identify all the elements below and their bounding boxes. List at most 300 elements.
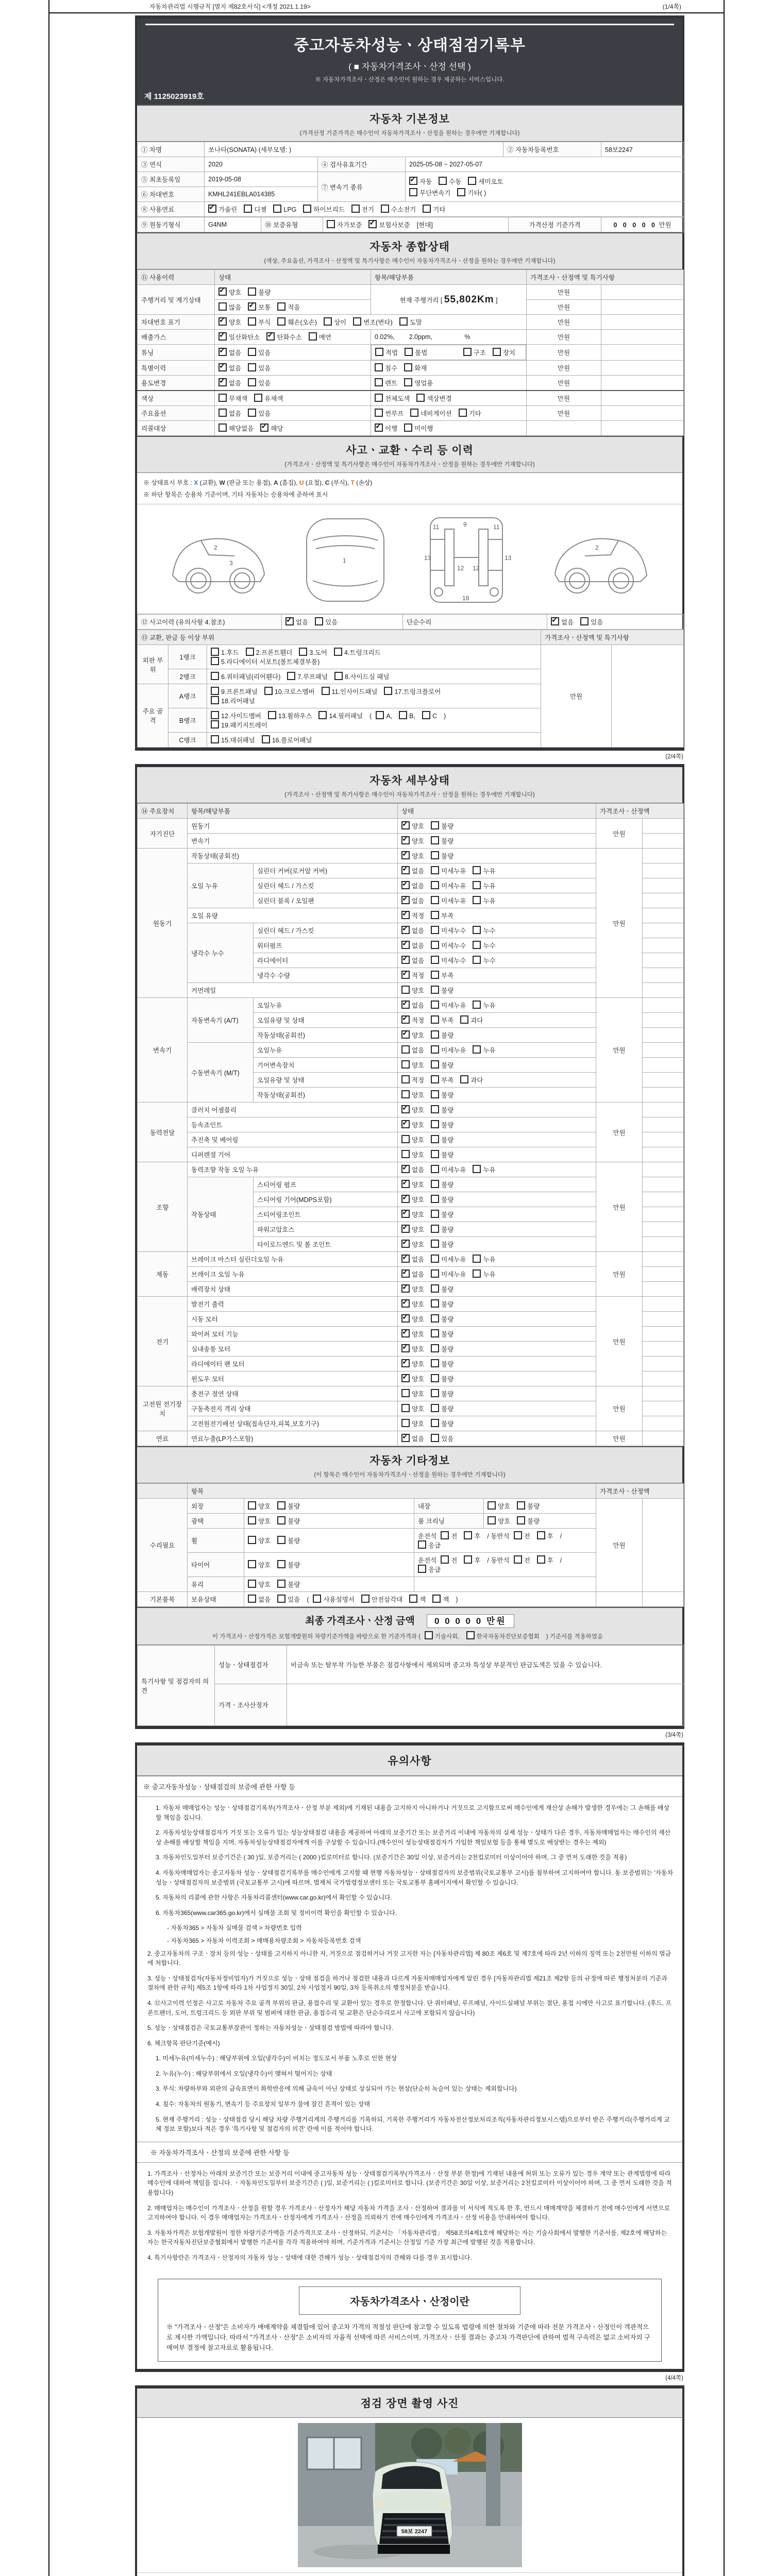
checkbox-label: 부족 (441, 912, 454, 920)
checkbox (211, 720, 267, 730)
checkbox (431, 1195, 453, 1204)
checkbox-label: 누수 (483, 927, 496, 935)
state-cell (398, 819, 596, 834)
checkbox-checked-icon (551, 617, 559, 625)
odometer-suffix: ] (496, 296, 498, 304)
checkbox-label: 없음 (229, 410, 242, 417)
definition-box-title: 자동차가격조사ㆍ산정이란 (299, 2286, 520, 2315)
state-cell (244, 1577, 414, 1592)
table-row (138, 361, 684, 376)
checkbox (431, 1269, 466, 1279)
table-row (138, 421, 684, 436)
checkbox (431, 1150, 453, 1159)
checkbox-label: 색상변경 (427, 395, 452, 402)
checkbox-label: 양호 (412, 1226, 425, 1233)
checkbox-checked (401, 1180, 424, 1189)
field-label: ⑩ 보증유형 (261, 217, 323, 232)
checkbox-icon (248, 1536, 256, 1544)
checkbox (404, 378, 433, 387)
empty-cell (643, 1342, 684, 1357)
checkbox-label: 있음 (258, 349, 271, 357)
empty-cell (643, 1237, 684, 1252)
empty-cell (643, 1043, 684, 1058)
checkbox (313, 1595, 354, 1604)
document-number: 제 1125023919호 (144, 92, 204, 101)
checkbox-icon (248, 363, 256, 371)
exchange-header: ⑬ 교환, 판금 등 이상 부위 (138, 630, 541, 645)
checkbox-icon (431, 1090, 439, 1098)
device-item: 오일누유 (254, 998, 398, 1013)
checkbox-icon (460, 1075, 468, 1083)
table-header-row (138, 270, 684, 285)
price-cell: 만원 (527, 300, 601, 315)
checkbox (277, 1501, 300, 1511)
device-item: 실린더 블록 / 오일팬 (254, 893, 398, 908)
checkbox-icon (431, 1150, 439, 1158)
checkbox-checked-icon (401, 1299, 410, 1308)
row-label: 튜닝 (138, 345, 215, 361)
checkbox (514, 1555, 530, 1565)
checkbox (473, 1165, 495, 1174)
state-cell (398, 1088, 596, 1103)
device-category: 고전원 전기장치 (138, 1386, 188, 1431)
checkbox-icon (431, 1329, 439, 1337)
checkbox-icon (431, 1210, 439, 1218)
checkbox-label: 있음 (258, 410, 271, 417)
checkbox-checked (260, 423, 283, 433)
legend-symbol: C (325, 479, 330, 486)
device-item: 원동기 (188, 819, 398, 834)
checkbox-checked (401, 1001, 424, 1010)
checkbox-checked-icon (401, 1434, 410, 1442)
checkbox-label: 부족 (441, 1077, 454, 1084)
checkbox-label: 탄화수소 (277, 334, 302, 341)
checkbox-label: 양호 (412, 1405, 425, 1413)
device-item: 오일유량 및 상태 (254, 1013, 398, 1028)
panel-items (207, 708, 541, 733)
checkbox-label: 미세누유 (441, 868, 466, 875)
svg-text:18: 18 (462, 595, 469, 602)
price-cell: 만원 (527, 406, 601, 421)
checkbox-label: 누수 (483, 942, 496, 950)
checkbox-label: 없음 (412, 1002, 425, 1009)
photo-row (137, 2573, 682, 2576)
checkbox-label: 없음 (412, 1256, 425, 1263)
field-label: ④ 검사유효기간 (318, 157, 406, 172)
item-label: 외장 (188, 1499, 244, 1514)
checkbox (468, 177, 503, 186)
notice-sec2-header: ※ 자동차가격조사ㆍ산정의 보증에 관한 사항 등 (137, 2142, 682, 2163)
checkbox-icon (441, 1555, 449, 1564)
checkbox (431, 1210, 453, 1219)
checkbox-icon (463, 348, 472, 356)
empty-cell (643, 1132, 684, 1147)
text: ) 기준서를 적용하였음 (546, 1634, 603, 1640)
document-subtitle-note: ※ 자동차가격조사ㆍ산정은 매수인이 원하는 경우 제공하는 서비스입니다. (315, 77, 505, 83)
price-cell: 만원 (596, 849, 643, 998)
state-cell (398, 1222, 596, 1237)
empty-cell (643, 1327, 684, 1342)
definition-box-text: ※ "가격조사ㆍ산정"은 소비자가 매매계약을 체결함에 있어 중고차 가격의 적절성 판단에 참고할 수 있도록 법령에 의한 절차와 기준에 따라 전문 가격조사ㆍ산정인이 객관적으로 제시한 가액입니다. 따라서 "가격조사ㆍ산정"은 소비자의 자율적 선택에 따른 서비스이며, 가격조사ㆍ산정 결과는 중고차 가격판단에 관하여 법적 구속력은 없고 소비자의 구매여부 결정에 참고자료로 활용됩니다. (166, 2323, 651, 2351)
checkbox-label: 불량 (527, 1518, 540, 1525)
field-label: ③ 연식 (138, 157, 205, 172)
checkbox-checked-icon (401, 1225, 410, 1233)
checkbox-icon (431, 821, 439, 829)
checkbox (439, 177, 461, 186)
col-header: 상태 (398, 804, 596, 819)
checkbox-label: 양호 (258, 1562, 271, 1569)
checkbox (473, 1269, 495, 1279)
device-item: 실린더 헤드 / 가스킷 (254, 878, 398, 893)
checkbox-label: 불량 (441, 1301, 454, 1308)
notice-item: 2. 누유(누수) : 해당부위에서 오일(냉각수)이 맺혀서 떨어지는 상태 (156, 2070, 332, 2077)
state-cell (398, 1058, 596, 1073)
checkbox-label: 4.트렁크리드 (344, 649, 381, 656)
checkbox-label: 응급 (428, 1566, 441, 1573)
empty-cell (643, 1386, 684, 1401)
empty-cell (643, 863, 684, 878)
checkbox-icon (431, 866, 439, 874)
checkbox-checked (401, 1165, 424, 1174)
mileage-amount-options (215, 300, 371, 315)
checkbox (248, 1516, 271, 1526)
checkbox (537, 1531, 553, 1540)
checkbox-label: 잭 (419, 1596, 426, 1603)
checkbox-label: 미세누유 (441, 897, 466, 905)
item-label: 타이어 (188, 1553, 244, 1577)
checkbox-checked (401, 881, 424, 890)
device-item: 오일 유량 (188, 908, 398, 923)
checkbox-checked (248, 302, 271, 312)
checkbox-checked (401, 1240, 424, 1249)
checkbox-label: 적음 (288, 304, 300, 311)
top-rule (49, 12, 724, 13)
checkbox-checked-icon (401, 1030, 410, 1039)
simple-repair-label: 단순수리 (403, 615, 547, 630)
checkbox (457, 188, 486, 197)
exchange-price-header: 가격조사ㆍ산정액 및 특기사항 (541, 630, 684, 645)
checkbox (464, 1555, 480, 1565)
section-detail-header (137, 767, 682, 803)
price-cell: 만원 (596, 1103, 643, 1162)
checkbox-label: 응급 (428, 1542, 441, 1549)
device-item: 추진축 및 베어링 (188, 1132, 398, 1147)
checkbox-label: 양호 (412, 1092, 425, 1099)
item-label: 휠 (188, 1529, 244, 1553)
empty-cell (643, 1267, 684, 1282)
checkbox-icon (401, 1389, 410, 1397)
device-item: 변속기 (188, 834, 398, 849)
col-header: 가격조사ㆍ산정액 및 특기사항 (527, 270, 684, 285)
inspection-period-value: 2025-05-08 ~ 2027-05-07 (406, 157, 684, 172)
checkbox (248, 1595, 271, 1604)
section-basic-header (137, 105, 682, 142)
checkbox-icon (219, 423, 227, 432)
checkbox (488, 1501, 510, 1511)
checkbox-icon (431, 986, 439, 994)
checkbox-label: 수동 (449, 178, 462, 185)
checkbox-label: 양호 (412, 1316, 425, 1323)
checkbox-icon (431, 1001, 439, 1009)
checkbox-label: 미세누유 (441, 1047, 466, 1054)
checkbox (334, 648, 381, 657)
state-cell (398, 863, 596, 878)
checkbox-label: 양호 (412, 1211, 425, 1218)
state-cell (215, 345, 371, 361)
checkbox-icon (431, 896, 439, 904)
checkbox-checked (401, 1374, 424, 1383)
checkbox-checked (401, 1030, 424, 1040)
checkbox-label: 불량 (441, 1062, 454, 1069)
checkbox-label: 미세누유 (441, 1271, 466, 1278)
svg-text:12: 12 (457, 565, 464, 572)
checkbox-icon (401, 1060, 410, 1069)
panel-rank: 2랭크 (169, 669, 207, 684)
checkbox-label: 한국자동차진단보증협회 (476, 1634, 540, 1640)
checkbox-label: 10.크로스멤버 (274, 688, 315, 696)
device-item: 라디에이터 (254, 953, 398, 968)
field-label: 가격산정 기준가격 (509, 217, 601, 232)
checkbox (248, 409, 271, 418)
opinion-row-label: 특기사항 및 점검자의 의견 (138, 1646, 215, 1726)
notice-item: 4. 특기사항란은 가격조사ㆍ산정자의 자동차 성능ㆍ상태에 대한 견해가 성능ㆍ상태점검자의 견해와 다를 경우 표시합니다. (147, 2254, 472, 2261)
checkbox-icon (473, 1001, 481, 1009)
state-cell (398, 1267, 596, 1282)
checkbox-checked (401, 821, 424, 831)
checkbox-label: 없음 (412, 883, 425, 890)
checkbox-icon (473, 896, 481, 904)
empty-cell (643, 834, 684, 849)
checkbox-icon (211, 735, 219, 743)
checkbox-checked-icon (401, 1374, 410, 1382)
checkbox (248, 363, 271, 372)
price-cell: 만원 (596, 819, 643, 849)
checkbox-checked (401, 1344, 424, 1353)
device-item: 작동상태(공회전) (188, 849, 398, 863)
checkbox-label: 기타 (433, 206, 446, 213)
checkbox-label: 14.필러패널 (329, 713, 363, 720)
checkbox-label: 양호 (229, 319, 242, 326)
col-header (138, 1484, 188, 1499)
checkbox-label: 13.휠하우스 (278, 713, 312, 720)
checkbox-label: 양호 (412, 1122, 425, 1129)
notice-item: 4. 침수: 자동차의 원동기, 변속기 등 주요장치 일부가 물에 잠긴 흔적이 있는 상태 (156, 2100, 371, 2108)
checkbox-label: 누유 (483, 1166, 496, 1174)
checkbox (431, 986, 453, 995)
checkbox-checked (401, 911, 424, 920)
checkbox-label: 8.사이드실 패널 (345, 673, 390, 681)
section-accident-title: 사고ㆍ교환ㆍ수리 등 이력 (346, 445, 474, 456)
document-subtitle: ( ■ 자동차가격조사ㆍ산정 선택 ) (348, 62, 471, 72)
notice-item: 3. 부식: 차량하부와 외판의 금속표면이 화학반응에 의해 금속이 아닌 상태로 상실되어 가는 현상(단순히 녹슬어 있는 상태는 제외합니다) (156, 2085, 517, 2093)
checkbox-label: 양호 (412, 1361, 425, 1368)
checkbox (473, 881, 495, 890)
device-category: 동력전달 (138, 1103, 188, 1162)
checkbox-icon (431, 1135, 439, 1143)
state-cell (398, 1028, 596, 1043)
checkbox-icon (418, 1565, 426, 1573)
checkbox (459, 409, 481, 418)
checkbox-icon (211, 720, 219, 728)
row-label: 리콜대상 (138, 421, 215, 436)
checkbox (431, 1255, 466, 1264)
device-subcategory: 냉각수 누수 (188, 923, 254, 983)
checkbox-checked-icon (401, 941, 410, 949)
checkbox (401, 1404, 424, 1413)
empty-cell (643, 968, 684, 983)
checkbox-label: 유채색 (264, 395, 283, 402)
checkbox-icon (514, 1531, 522, 1539)
checkbox-icon (431, 851, 439, 859)
checkbox-label: 네비게이션 (421, 410, 452, 417)
checkbox-icon (248, 1516, 256, 1524)
base-price-value (601, 217, 684, 232)
checkbox-icon (431, 1015, 439, 1024)
table-row (138, 1592, 684, 1607)
checkbox-checked-icon (401, 926, 410, 934)
device-item: 발전기 출력 (188, 1297, 398, 1312)
car-diagram-area (137, 504, 682, 614)
checkbox-label: 누유 (483, 1256, 496, 1263)
device-item: 클러치 어셈블리 (188, 1103, 398, 1117)
table-row (138, 1684, 684, 1726)
checkbox-icon (418, 1540, 426, 1549)
inspector-label: 성능ㆍ상태점검자 (215, 1646, 287, 1684)
row-label: 용도변경 (138, 376, 215, 391)
svg-text:2: 2 (595, 544, 599, 551)
checkbox-icon (404, 423, 412, 432)
device-item: 등속죠인트 (188, 1117, 398, 1132)
checkbox-icon (262, 735, 270, 743)
checkbox-label: 기타 (468, 410, 481, 417)
device-item: 라디에이터 팬 모터 (188, 1357, 398, 1371)
device-item: 와이퍼 모터 기능 (188, 1327, 398, 1342)
checkbox-icon (517, 1501, 525, 1510)
checkbox-label: 기술사회, (434, 1634, 460, 1640)
price-cell: 만원 (596, 1386, 643, 1431)
legend-symbol: W (219, 479, 225, 486)
checkbox (211, 672, 280, 681)
checkbox (431, 1135, 453, 1144)
empty-cell (643, 1401, 684, 1416)
checkbox (277, 1536, 300, 1545)
checkbox-icon (277, 302, 285, 311)
notice-item: 3. 자동차인도일부터 보증기간은 ( 30 )일, 보증거리는 ( 2000 )킬로미터로 합니다. (보증기간은 30일 이상, 보증거리는 2천킬로미터 이상이어야 하며, 그 중 먼저 도래한 것을 적용) (156, 1854, 627, 1861)
checkbox (431, 836, 453, 845)
checkbox-label: 적정 (412, 1077, 425, 1084)
text: 운전석 (418, 1557, 437, 1564)
checkbox (375, 348, 398, 357)
checkbox (376, 711, 392, 720)
checkbox-icon (248, 378, 256, 386)
device-category: 변속기 (138, 998, 188, 1103)
checkbox-label: 안전삼각대 (371, 1596, 403, 1603)
checkbox-checked-icon (248, 302, 256, 311)
checkbox (431, 1329, 453, 1338)
checkbox-label: 불법 (415, 349, 428, 357)
checkbox (248, 317, 271, 327)
checkbox-icon (381, 205, 389, 213)
checkbox-label: 없음 (412, 957, 425, 964)
notice-item: - 자동차365 > 자동차 이력조회 > 매매용차량조회 > 자동차등록번호 검색 (167, 1937, 361, 1944)
checkbox-checked (401, 1359, 424, 1368)
checkbox-label: 불량 (258, 289, 271, 296)
device-item: 브레이크 마스터 실린더오일 누유 (188, 1252, 398, 1267)
state-cell (398, 1147, 596, 1162)
state-cell (398, 1416, 596, 1431)
checkbox (248, 1560, 271, 1569)
checkbox-label: 무채색 (229, 395, 248, 402)
checkbox (473, 1045, 495, 1055)
checkbox-label: 없음 (561, 619, 574, 626)
checkbox-icon (431, 836, 439, 844)
empty-cell (643, 1013, 684, 1028)
checkbox-icon (277, 1560, 285, 1568)
checkbox (318, 711, 363, 720)
checkbox-label: 과다 (470, 1077, 483, 1084)
checkbox-label: 불량 (441, 823, 454, 830)
empty-cell (643, 983, 684, 998)
checkbox-label: 없음 (412, 868, 425, 875)
checkbox-icon (248, 317, 256, 326)
empty-cell (643, 819, 684, 834)
checkbox-checked-icon (401, 881, 410, 889)
checkbox-label: 없음 (412, 897, 425, 905)
state-cell (244, 1553, 414, 1577)
checkbox-label: 11.인사이드패널 (331, 688, 378, 696)
checkbox-label: 변조(변타) (363, 319, 393, 326)
field-label: ⑤ 최초등록일 (138, 172, 205, 187)
checkbox-checked-icon (401, 1269, 410, 1278)
checkbox-checked-icon (260, 423, 268, 432)
state-cell (398, 1327, 596, 1342)
checkbox-label: 양호 (412, 853, 425, 860)
checkbox-checked-icon (401, 1015, 410, 1024)
spacer (434, 348, 463, 357)
checkbox-checked-icon (401, 1120, 410, 1128)
checkbox-label: 불량 (441, 1286, 454, 1293)
checkbox-checked-icon (401, 866, 410, 874)
state-cell (244, 1592, 596, 1607)
state-cell (398, 893, 596, 908)
state-cell (398, 923, 596, 938)
checkbox-label: 불량 (527, 1503, 540, 1510)
empty-cell (643, 998, 684, 1013)
checkbox-checked-icon (401, 956, 410, 964)
table-row (138, 849, 684, 863)
checkbox-label: 불량 (441, 1211, 454, 1218)
checkbox-checked-icon (401, 1240, 410, 1248)
checkbox (399, 711, 415, 720)
panel-category: 주요 골격 (138, 684, 169, 748)
checkbox (431, 1359, 453, 1368)
state-cell (484, 1499, 596, 1514)
checkbox (431, 1060, 453, 1070)
checkbox (309, 332, 331, 342)
checkbox-checked (401, 1329, 424, 1338)
section-accident-header (137, 436, 682, 473)
checkbox-icon (431, 1045, 439, 1054)
checkbox (277, 1560, 300, 1569)
state-cell (484, 1514, 596, 1529)
photo-plate-text: 58보 2247 (401, 2528, 427, 2535)
checkbox-label: 썬루프 (385, 410, 404, 417)
state-cell (398, 1207, 596, 1222)
checkbox-label: 양호 (412, 1391, 425, 1398)
checkbox-icon (299, 648, 307, 656)
empty-cell (601, 421, 684, 436)
checkbox-icon (431, 941, 439, 949)
